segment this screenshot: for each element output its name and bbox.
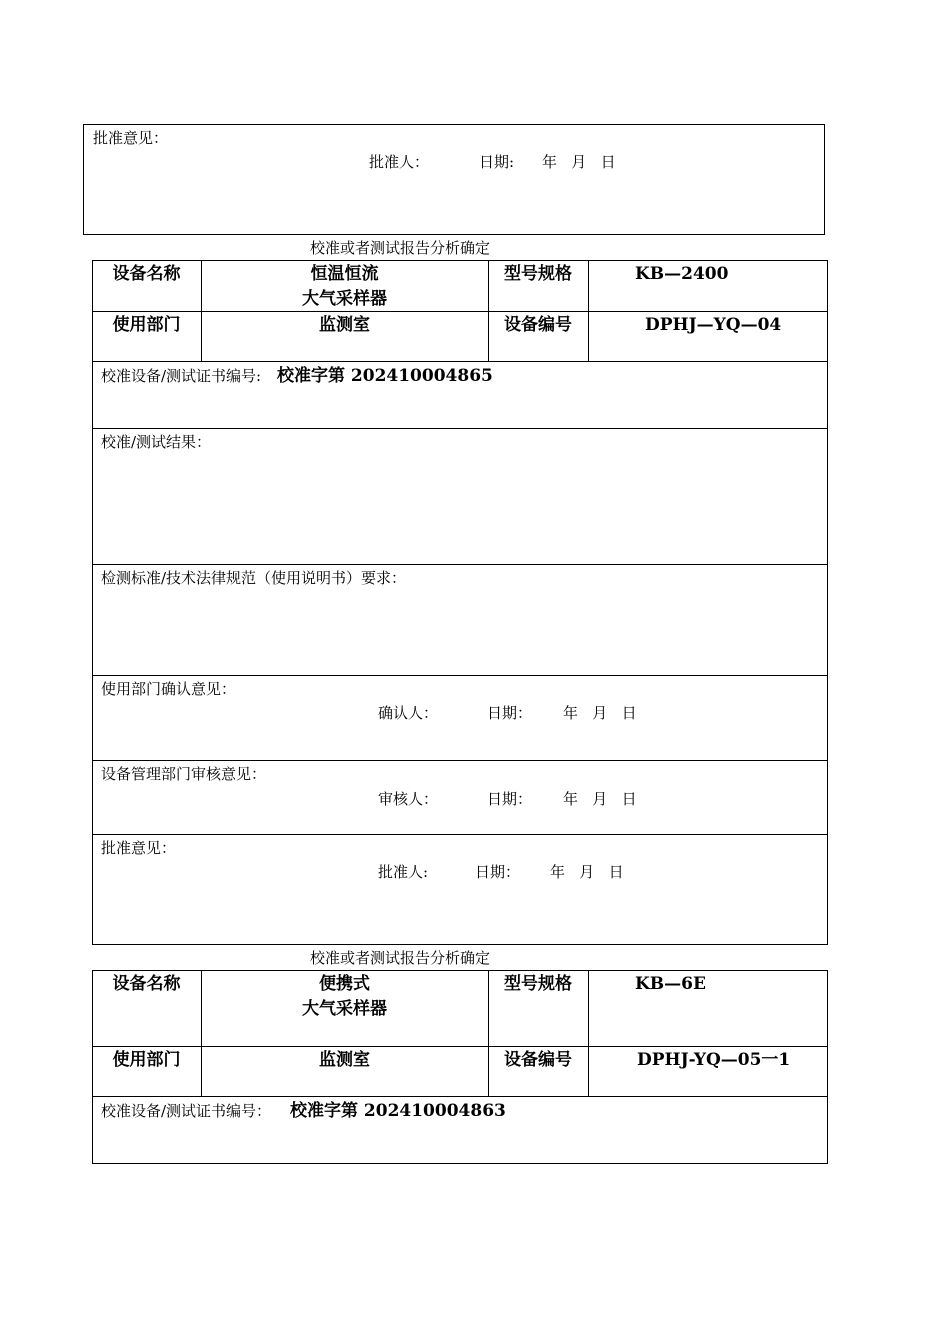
table1-reviewer-label: 审核人： [378,790,439,808]
table1-row-divider [92,564,828,565]
table1-confirmer-label: 确认人： [378,704,439,722]
table1-dept-label: 使用部门 [112,315,181,335]
table2-device-name-line1: 便携式 [319,974,370,994]
table2-device-name-label: 设备名称 [112,974,181,994]
table2-device-no-label: 设备编号 [504,1050,572,1070]
table1-confirm-date-label: 日期： [487,704,533,722]
table2-device-name-line2: 大气采样器 [302,999,387,1019]
top-approver-label: 批准人： [369,153,430,171]
top-date-label: 日期: [479,153,515,171]
table1-approval-ymd: 年 月 日 [550,863,624,881]
top-approval-box [83,124,825,235]
table1-device-no-value: DPHJ—YQ—04 [645,315,782,335]
table2-cert-label: 校准设备/测试证书编号： [101,1102,272,1120]
table2-col-divider [588,970,589,1096]
table1-row-divider [92,311,828,312]
table1-model-label: 型号规格 [504,264,572,284]
table1-device-no-label: 设备编号 [504,315,572,335]
table2-row-divider [92,1046,828,1047]
table1-device-name-line1: 恒温恒流 [310,264,379,284]
table1-model-value: KB—2400 [635,264,729,284]
table1-confirm-ymd: 年 月 日 [563,704,637,722]
table2-dept-label: 使用部门 [112,1050,181,1070]
table2-model-value: KB—6E [635,974,706,994]
table1-approval-date-label: 日期： [475,863,521,881]
table1-standard-label: 检测标准/技术法律规范（使用说明书）要求： [101,569,407,587]
table1-approver-label: 批准人: [378,863,429,881]
table2-model-label: 型号规格 [504,974,572,994]
table1-approval-label: 批准意见： [101,839,177,857]
table1-dept-value: 监测室 [319,315,370,335]
table1-row-divider [92,834,828,835]
table1-mgmt-review-label: 设备管理部门审核意见： [101,765,267,783]
table1-result-label: 校准/测试结果： [101,433,212,451]
table1-row-divider [92,428,828,429]
top-date-ymd: 年 月 日 [542,153,616,171]
table2-dept-value: 监测室 [319,1050,370,1070]
table1-title: 校准或者测试报告分析确定 [310,239,491,257]
table1-review-ymd: 年 月 日 [563,790,637,808]
table1-review-date-label: 日期： [487,790,533,808]
table2-device-no-value: DPHJ-YQ—05一1 [637,1050,791,1070]
table2-title: 校准或者测试报告分析确定 [310,949,491,967]
table1-cert-value: 校准字第 202410004865 [277,366,493,386]
table1-dept-confirm-label: 使用部门确认意见： [101,680,237,698]
top-approval-label: 批准意见： [93,129,169,147]
table1-device-name-line2: 大气采样器 [302,289,387,309]
table2-cert-value: 校准字第 202410004863 [290,1101,506,1121]
table1-row-divider [92,361,828,362]
table1-row-divider [92,760,828,761]
table1-device-name-label: 设备名称 [112,264,181,284]
table1-cert-label: 校准设备/测试证书编号: [101,367,262,385]
table1-row-divider [92,675,828,676]
table1-col-divider [588,260,589,361]
table1-frame [92,260,828,945]
table2-row-divider [92,1096,828,1097]
